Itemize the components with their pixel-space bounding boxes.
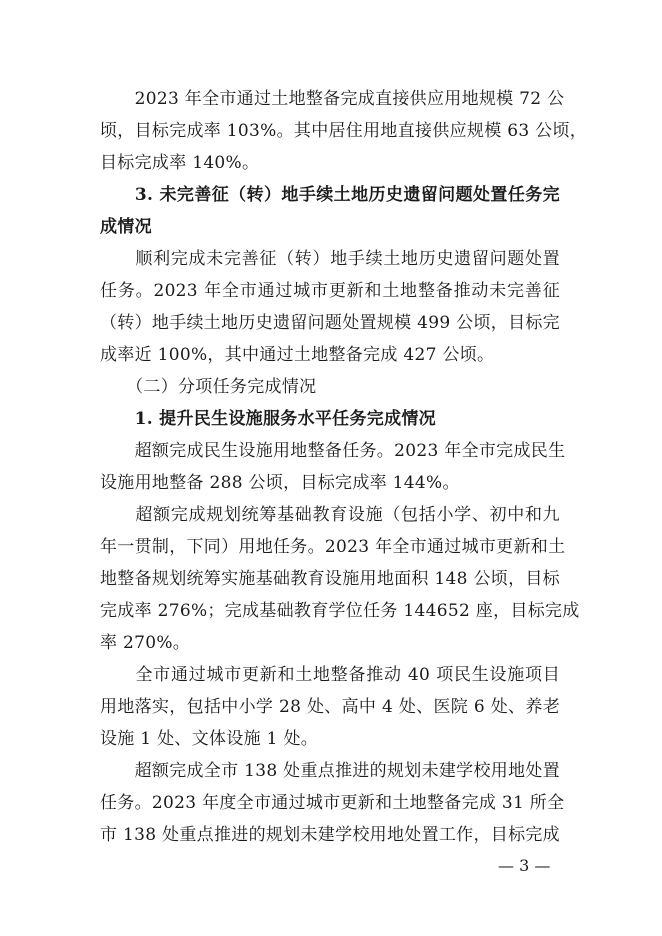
paragraph-line: 完成率 276%；完成基础教育学位任务 144652 座，目标完成 (100, 601, 580, 621)
paragraph-line: 设施用地整备 288 公顷，目标完成率 144%。 (100, 473, 460, 493)
paragraph-line: 顷，目标完成率 103%。其中居住用地直接供应规模 63 公顷， (100, 121, 588, 141)
page-number: — 3 — (498, 856, 551, 875)
paragraph-line: （转）地手续土地历史遗留问题处置规模 499 公顷，目标完 (100, 313, 560, 333)
subsection-heading: （二）分项任务完成情况 (100, 377, 317, 397)
paragraph-line: 设施 1 处、文体设施 1 处。 (100, 729, 319, 749)
paragraph-line: 全市通过城市更新和土地整备推动 40 项民生设施项目 (100, 665, 560, 685)
paragraph-line: 任务。2023 年全市通过城市更新和土地整备推动未完善征 (100, 281, 560, 301)
paragraph-line: 2023 年全市通过土地整备完成直接供应用地规模 72 公 (100, 89, 565, 109)
paragraph-line: 用地落实，包括中小学 28 处、高中 4 处、医院 6 处、养老 (100, 697, 560, 717)
paragraph-line: 超额完成全市 138 处重点推进的规划未建学校用地处置 (100, 761, 560, 781)
paragraph-line: 顺利完成未完善征（转）地手续土地历史遗留问题处置 (100, 249, 560, 269)
section-heading: 1. 提升民生设施服务水平任务完成情况 (100, 409, 436, 429)
paragraph-line: 超额完成民生设施用地整备任务。2023 年全市完成民生 (100, 441, 566, 461)
section-heading: 成情况 (100, 217, 152, 237)
paragraph-line: 年一贯制，下同）用地任务。2023 年全市通过城市更新和土 (100, 537, 566, 557)
paragraph-line: 率 270%。 (100, 633, 191, 653)
paragraph-line: 市 138 处重点推进的规划未建学校用地处置工作，目标完成 (100, 825, 560, 845)
paragraph-line: 超额完成规划统筹基础教育设施（包括小学、初中和九 (100, 505, 560, 525)
paragraph-line: 成率近 100%，其中通过土地整备完成 427 公顷。 (100, 345, 495, 365)
section-heading: 3. 未完善征（转）地手续土地历史遗留问题处置任务完 (100, 185, 560, 205)
paragraph-line: 任务。2023 年度全市通过城市更新和土地整备完成 31 所全 (100, 793, 565, 813)
paragraph-line: 目标完成率 140%。 (100, 153, 260, 173)
paragraph-line: 地整备规划统筹实施基础教育设施用地面积 148 公顷，目标 (100, 569, 560, 589)
